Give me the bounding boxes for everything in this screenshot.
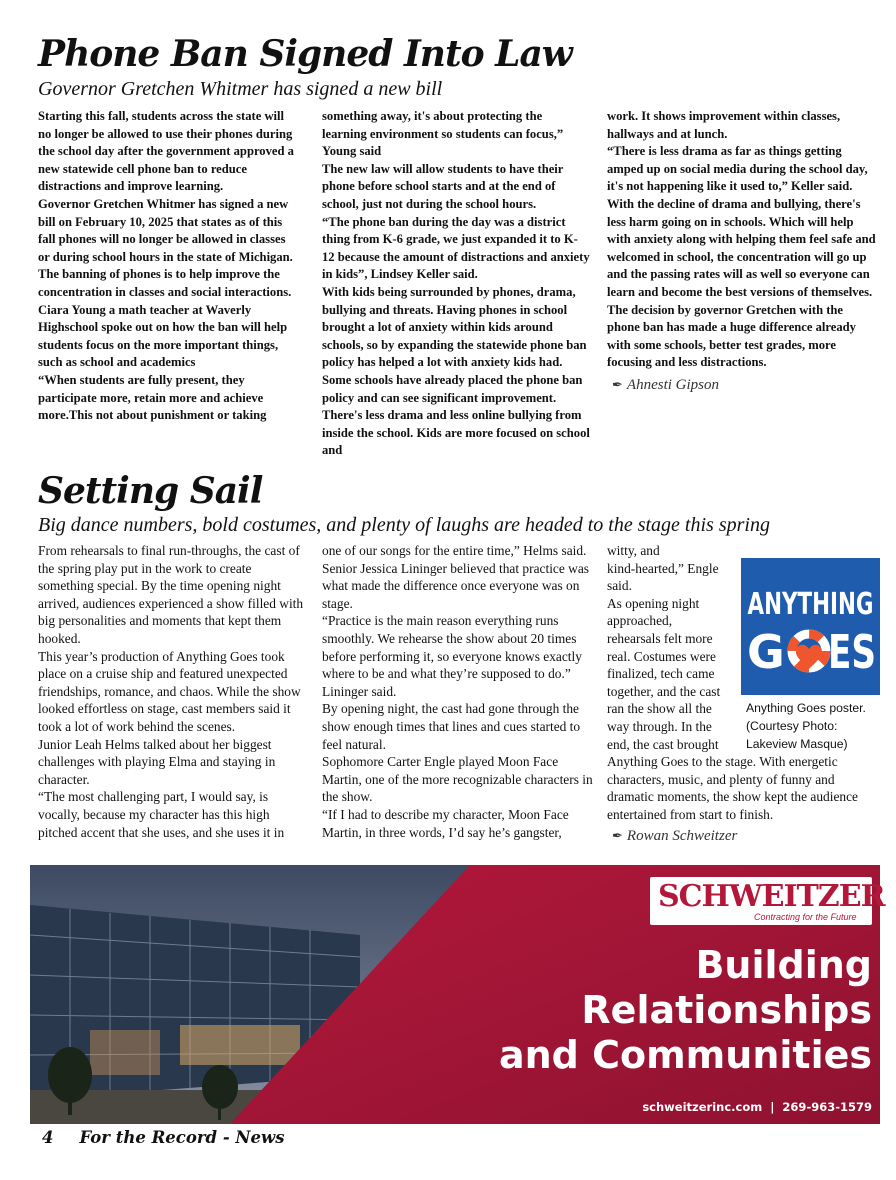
paragraph: Junior Leah Helms talked about her biggest challenges with playing Elma and staying in character. — [38, 736, 276, 787]
caption-line: Anything Goes poster. — [746, 701, 866, 715]
paragraph: “When students are fully present, they participate more, retain more and achieve more.This not about punishment or taking — [38, 372, 267, 423]
text-line: witty, and — [607, 543, 660, 558]
anything-goes-poster — [741, 558, 880, 695]
ad-headline-line: and Communities — [498, 1033, 872, 1077]
text-line: finalized, tech came — [607, 666, 715, 682]
poster-title-line1: ANYTHING — [747, 587, 874, 622]
paragraph: From rehearsals to final run-throughs, the cast of the spring play put in the work to create something special. By the time opening night arrived, audiences experienced a show filled with big personalities and moments that kept them hooked. — [38, 543, 304, 646]
paragraph: With kids being surrounded by phones, drama, bullying and threats. Having phones in school brought a lot of anxiety within kids around schools, so by expanding the statewide phone ban policy has helped a lot with anxiety kids had. Some schools have already placed the phone ban policy and can see significant improvement. There's less drama and less online bullying from inside the school. Kids are more focused on school and — [322, 284, 590, 458]
paragraph: The new law will allow students to have their phone before school starts and at the end of school, just not during the school hours. — [322, 161, 564, 211]
text-line: together, and the cast — [607, 683, 721, 699]
schweitzer-logo — [650, 877, 885, 925]
byline-author: Ahnesti Gipson — [626, 376, 719, 393]
poster-caption — [746, 699, 886, 753]
poster-title-es: ES — [828, 625, 876, 679]
page-footer — [42, 1128, 285, 1147]
text-line: rehearsals felt more — [607, 630, 713, 646]
ad-headline — [499, 943, 872, 1078]
paragraph: With the decline of drama and bullying, there's less harm going on in schools. Which will help with anxiety along with helping them feel safe and welcomed in school, the concentration will go up and the passing rates will as well so everyone can learn and become the best versions of themselves. — [607, 196, 876, 299]
paragraph: “Practice is the main reason everything runs smoothly. We rehearse the show about 20 times before performing it, so everyone knows exactly where to be and what they’re supposed to do.” Lininger said. — [322, 613, 582, 699]
caption-line: Lakeview Masque) — [746, 737, 848, 751]
paragraph: Senior Jessica Lininger believed that practice was what made the difference once everyone was on stage. — [322, 560, 589, 611]
article1-column-3 — [607, 108, 879, 395]
paragraph: The decision by governor Gretchen with the phone ban has made a huge difference already with some schools, better test grades, more focusing and less distractions. — [607, 302, 856, 370]
text-line: way through. In the — [607, 718, 712, 734]
article1-column-2 — [322, 108, 590, 460]
paragraph: Anything Goes to the stage. With energetic characters, music, and plenty of funny and dramatic moments, the show kept the audience entertained from start to finish. — [607, 754, 858, 822]
caption-line: (Courtesy Photo: — [746, 719, 838, 733]
article1-byline — [612, 376, 879, 395]
text-line: said. — [607, 578, 632, 594]
life-ring-icon — [792, 634, 826, 669]
paragraph: Governor Gretchen Whitmer has signed a new bill on February 10, 2025 that states as of this fall phones will no longer be allowed in classes or during school hours in the state of Michigan. — [38, 196, 293, 264]
paragraph: Starting this fall, students across the state will no longer be allowed to use their phones during the school day after the government approved a new statewide cell phone ban to reduce distractions and improve learning. — [38, 109, 294, 194]
poster-art — [741, 558, 880, 695]
byline-author: Rowan Schweitzer — [626, 828, 738, 845]
text-line: real. Costumes were — [607, 648, 716, 664]
pen-nib-icon: ✒ — [612, 828, 623, 844]
paragraph: This year’s production of Anything Goes took place on a cruise ship and featured unexpected friendships, romance, and chaos. While the show looked effortless on stage, cast members said it took a lot of work behind the scenes. — [38, 648, 301, 734]
text-line: end, the cast brought — [607, 736, 719, 752]
paragraph: By opening night, the cast had gone through the show enough times that lines and cues started to feel natural. — [322, 701, 581, 752]
article2-column-2 — [322, 542, 594, 841]
brand-tagline: Contracting for the Future — [754, 912, 857, 922]
paragraph: something away, it's about protecting the learning environment so students can focus,” Young said — [322, 109, 564, 159]
paragraph: “There is less drama as far as things getting amped up on social media during the school day, it's not happening like it used to,” Keller said. — [607, 144, 868, 194]
paragraph: work. It shows improvement within classes, hallways and at lunch. — [607, 109, 841, 141]
paragraph: Ciara Young a math teacher at Waverly Highschool spoke out on how the ban will help students focus on the more important things, such as school and academics — [38, 302, 288, 370]
text-line: ran the show all the — [607, 701, 712, 717]
article1-subtitle: Governor Gretchen Whitmer has signed a new bill — [38, 78, 443, 100]
paragraph: “The phone ban during the day was a district thing from K-6 grade, we just expanded it to K-12 because the amount of distractions and anxiety in kids”, Lindsey Keller said. — [322, 214, 590, 282]
paragraph: “The most challenging part, I would say, is vocally, because my character has this high pitched accent that she uses, and she uses it in — [38, 789, 285, 840]
article2-column-3-wide — [607, 753, 873, 846]
section-name: For the Record - News — [79, 1128, 285, 1147]
article2-column-1 — [38, 542, 306, 841]
pen-nib-icon: ✒ — [612, 376, 623, 392]
article1-title: Phone Ban Signed Into Law — [38, 33, 572, 75]
ad-headline-line: Building — [695, 943, 872, 987]
paragraph: one of our songs for the entire time,” Helms said. — [322, 543, 587, 558]
ad-contact[interactable]: schweitzerinc.com | 269-963-1579 — [642, 1100, 872, 1114]
text-line: As opening night — [607, 595, 700, 611]
brand-name: SCHWEITZER — [658, 879, 885, 914]
ad-headline-line: Relationships — [581, 988, 872, 1032]
article2-title: Setting Sail — [38, 470, 263, 512]
article2-column-3-narrow — [607, 542, 741, 753]
text-line: approached, — [607, 613, 673, 629]
paragraph: The banning of phones is to help improve the concentration in classes and social interactions. — [38, 267, 292, 299]
article1-column-1 — [38, 108, 294, 425]
article2-byline — [612, 827, 873, 846]
text-line: kind-hearted,” Engle — [607, 560, 719, 576]
article2-subtitle: Big dance numbers, bold costumes, and plenty of laughs are headed to the stage this spring — [38, 514, 770, 536]
paragraph: Sophomore Carter Engle played Moon Face Martin, one of the more recognizable characters in the show. — [322, 754, 593, 805]
poster-title-g: G — [747, 625, 785, 679]
schweitzer-advertisement[interactable] — [30, 865, 885, 1124]
page-number: 4 — [42, 1128, 54, 1147]
paragraph: “If I had to describe my character, Moon Face Martin, in three words, I’d say he’s gangster, — [322, 806, 569, 840]
